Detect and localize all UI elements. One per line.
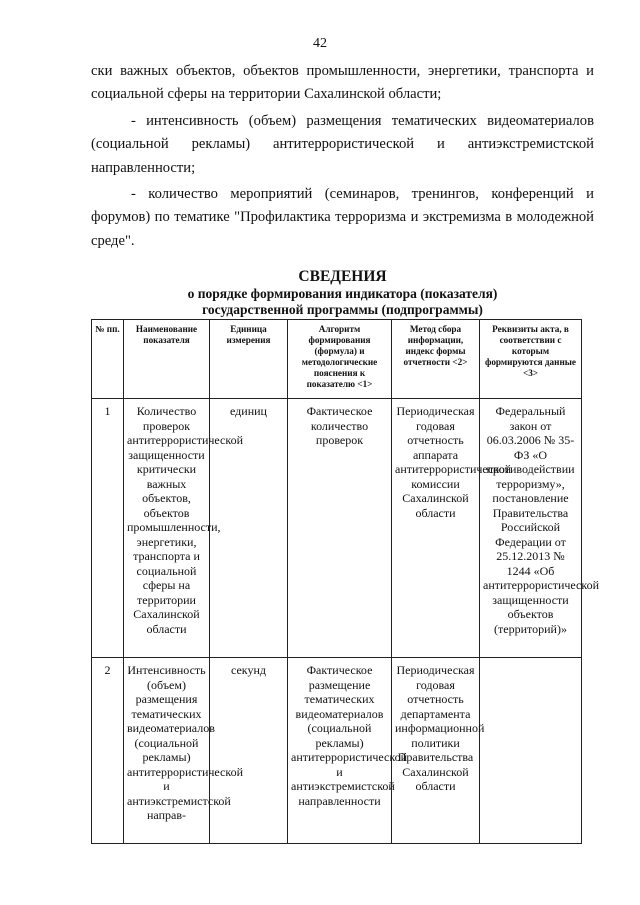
header-collection-method: Метод сбора информации, индекс формы отчетности <2> — [392, 320, 480, 399]
header-number: № пп. — [92, 320, 124, 399]
cell-unit: единиц — [210, 399, 288, 658]
indicator-table — [91, 319, 600, 844]
cell-indicator-name: Количество проверок антитеррористической защищенности критически важных объектов, объектов промышленности, энергетики, транспорта и социальной сферы на территории Сахалинской области — [124, 399, 210, 658]
cell-collection-method: Периодическая годовая отчетность департамента информационной политики Правительства Сахалинской области — [392, 658, 480, 844]
section-heading — [91, 267, 594, 318]
cell-indicator-name: Интенсивность (объем) размещения тематических видеоматериалов (социальной рекламы) антитеррористической и антиэкстремистской направ- — [124, 658, 210, 844]
page-number: 42 — [313, 36, 327, 51]
paragraph-continuation: ски важных объектов, объектов промышленности, энергетики, транспорта и социальной сферы на территории Сахалинской области; — [91, 63, 594, 103]
cell-act-details: Федеральный закон от 06.03.2006 № 35-ФЗ «О противодействии терроризму», постановление Правительства Российской Федерации от 25.12.2013 № 1244 «Об антитеррористической защищенности объектов (территорий)» — [480, 399, 582, 658]
cell-unit: секунд — [210, 658, 288, 844]
header-act-details: Реквизиты акта, в соответствии с которым формируются данные <3> — [480, 320, 582, 399]
paragraph-events: - количество мероприятий (семинаров, тренингов, конференций и форумов) по тематике "Профилактика терроризма и экстремизма в молодежной среде". — [91, 186, 594, 249]
heading-subtitle-1: о порядке формирования индикатора (показателя) — [187, 286, 498, 301]
cell-algorithm: Фактическое размещение тематических видеоматериалов (социальной рекламы) антитеррористической и антиэкстремистской направленности — [288, 658, 392, 844]
header-unit: Единица измерения — [210, 320, 288, 399]
table-row — [92, 658, 582, 844]
cell-number: 2 — [92, 658, 124, 844]
cell-algorithm: Фактическое количество проверок — [288, 399, 392, 658]
header-algorithm: Алгоритм формирования (формула) и методологические пояснения к показателю <1> — [288, 320, 392, 399]
cell-number: 1 — [92, 399, 124, 658]
table-row — [92, 399, 582, 658]
header-indicator-name: Наименование показателя — [124, 320, 210, 399]
table-header-row — [92, 320, 582, 399]
body-text — [91, 60, 594, 256]
cell-collection-method: Периодическая годовая отчетность аппарата антитеррористической комиссии Сахалинской области — [392, 399, 480, 658]
heading-title: СВЕДЕНИЯ — [298, 268, 387, 285]
heading-subtitle-2: государственной программы (подпрограммы) — [202, 302, 483, 317]
paragraph-video-materials: - интенсивность (объем) размещения тематических видеоматериалов (социальной рекламы) антитеррористической и антиэкстремистской направленности; — [91, 112, 594, 176]
cell-act-details — [480, 658, 582, 844]
